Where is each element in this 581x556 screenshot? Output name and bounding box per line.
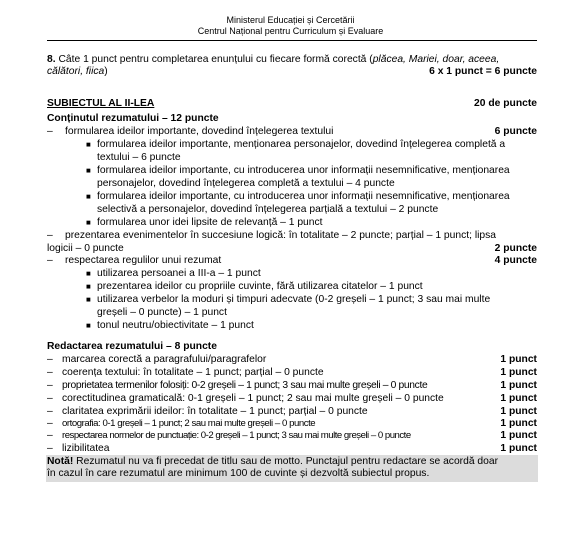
editing-item-points: 1 punct xyxy=(500,443,537,454)
editing-item-points: 1 punct xyxy=(500,393,537,404)
editing-item-points: 1 punct xyxy=(500,380,537,391)
editing-dash: – xyxy=(47,367,53,378)
bullet-icon: ■ xyxy=(86,192,91,201)
criterion-1-points: 6 puncte xyxy=(494,126,537,137)
editing-item-label: corectitudinea gramaticală: 0-1 greșeli – 1 punct; 2 sau mai multe greșeli – 0 puncte xyxy=(62,393,444,404)
editing-item-label: proprietatea termenilor folosiți: 0-2 greșeli – 1 punct; 3 sau mai multe greșeli – 0 puncte xyxy=(62,380,428,391)
editing-item-points: 1 punct xyxy=(500,354,537,365)
bullet-icon: ■ xyxy=(86,269,91,278)
header-ministry: Ministerul Educației și Cercetării xyxy=(226,15,355,25)
editing-item-label: ortografia: 0-1 greșeli – 1 punct; 2 sau mai multe greșeli – 0 puncte xyxy=(62,418,316,429)
bullet-icon: ■ xyxy=(86,166,91,175)
criterion-2-line2: logicii – 0 puncte xyxy=(47,243,124,254)
note-label: Notă! xyxy=(47,456,74,467)
editing-dash: – xyxy=(47,430,53,441)
editing-dash: – xyxy=(47,393,53,404)
content-title: Conținutul rezumatului – 12 puncte xyxy=(47,113,219,124)
editing-dash: – xyxy=(47,354,53,365)
criterion-2-points: 2 puncte xyxy=(494,243,537,254)
c3-sub4: tonul neutru/obiectivitate – 1 punct xyxy=(97,320,254,331)
item8-line2 xyxy=(47,66,108,78)
criterion-1-label: formularea ideilor importante, dovedind înțelegerea textului xyxy=(65,126,334,137)
bullet-icon: ■ xyxy=(86,140,91,149)
item8-close: ) xyxy=(104,66,108,77)
editing-item-label: respectarea normelor de punctuație: 0-2 greșeli – 1 punct; 3 sau mai multe greșeli – 0 puncte xyxy=(62,430,411,441)
editing-item-label: lizibilitatea xyxy=(62,443,110,454)
editing-dash: – xyxy=(47,380,53,391)
criterion-3-points: 4 puncte xyxy=(494,255,537,266)
c3-sub2: prezentarea ideilor cu propriile cuvinte, fără utilizarea citatelor – 1 punct xyxy=(97,281,423,292)
editing-item-points: 1 punct xyxy=(500,430,537,441)
bullet-icon: ■ xyxy=(86,321,91,330)
c1-sub1-line1: formularea ideilor importante, menționarea personajelor, dovedind înțelegerea completă a xyxy=(97,139,506,150)
c3-sub1: utilizarea persoanei a III-a – 1 punct xyxy=(97,268,261,279)
item8-forms-b: călători, fiica xyxy=(47,66,105,77)
criterion-dash: – xyxy=(47,230,53,241)
criterion-dash: – xyxy=(47,126,53,137)
criterion-dash: – xyxy=(47,255,53,266)
c1-sub4: formularea unor idei lipsite de relevanță – 1 punct xyxy=(97,217,323,228)
note-line2: în cazul în care rezumatul are minimum 100 de cuvinte și dezvoltă subiectul propus. xyxy=(47,468,430,479)
item8-text: Câte 1 punct pentru completarea enunțului cu fiecare formă corectă ( xyxy=(58,54,373,65)
c3-sub3-line2: greșeli – 0 puncte) – 1 punct xyxy=(97,307,227,318)
bullet-icon: ■ xyxy=(86,282,91,291)
c1-sub3-line2: selectivă a personajelor, dovedind înțelegerea parțială a textului – 2 puncte xyxy=(97,204,439,215)
note-text-1: Rezumatul nu va fi precedat de titlu sau de motto. Punctajul pentru redactare se acordă doar xyxy=(73,456,499,467)
editing-item-label: claritatea exprimării ideilor: în totalitate – 1 punct; parțial – 0 puncte xyxy=(62,406,368,417)
editing-title: Redactarea rezumatului – 8 puncte xyxy=(47,341,217,352)
note-line1 xyxy=(47,456,498,468)
section-points: 20 de puncte xyxy=(474,98,537,109)
editing-dash: – xyxy=(47,443,53,454)
header-center: Centrul Național pentru Curriculum și Evaluare xyxy=(197,26,384,36)
editing-item-points: 1 punct xyxy=(500,406,537,417)
item8-number: 8. xyxy=(47,54,56,65)
item8-line1 xyxy=(47,54,499,66)
item8-score: 6 x 1 punct = 6 puncte xyxy=(429,66,537,77)
criterion-2-line1: prezentarea evenimentelor în succesiune logică: în totalitate – 2 puncte; parțial – 1 punct; lipsa xyxy=(65,230,497,241)
c1-sub3-line1: formularea ideilor importante, cu introducerea unor informații nesemnificative, menționarea xyxy=(97,191,510,202)
editing-item-points: 1 punct xyxy=(500,418,537,429)
editing-item-label: coerența textului: în totalitate – 1 punct; parțial – 0 puncte xyxy=(62,367,324,378)
c1-sub1-line2: textului – 6 puncte xyxy=(97,152,181,163)
criterion-3-label: respectarea regulilor unui rezumat xyxy=(65,255,222,266)
editing-dash: – xyxy=(47,406,53,417)
bullet-icon: ■ xyxy=(86,218,91,227)
editing-dash: – xyxy=(47,418,53,429)
c3-sub3-line1: utilizarea verbelor la moduri și timpuri adecvate (0-2 greșeli – 1 punct; 3 sau mai multe xyxy=(97,294,491,305)
c1-sub2-line1: formularea ideilor importante, cu introducerea unor informații nesemnificative, menționarea xyxy=(97,165,510,176)
bullet-icon: ■ xyxy=(86,295,91,304)
editing-item-points: 1 punct xyxy=(500,367,537,378)
header-divider xyxy=(47,40,537,41)
c1-sub2-line2: personajelor, dovedind înțelegerea completă a textului – 4 puncte xyxy=(97,178,395,189)
section-title: SUBIECTUL AL II-LEA xyxy=(47,98,155,109)
editing-item-label: marcarea corectă a paragrafului/paragrafelor xyxy=(62,354,267,365)
item8-forms-a: plăcea, Mariei, doar, aceea, xyxy=(372,54,500,65)
